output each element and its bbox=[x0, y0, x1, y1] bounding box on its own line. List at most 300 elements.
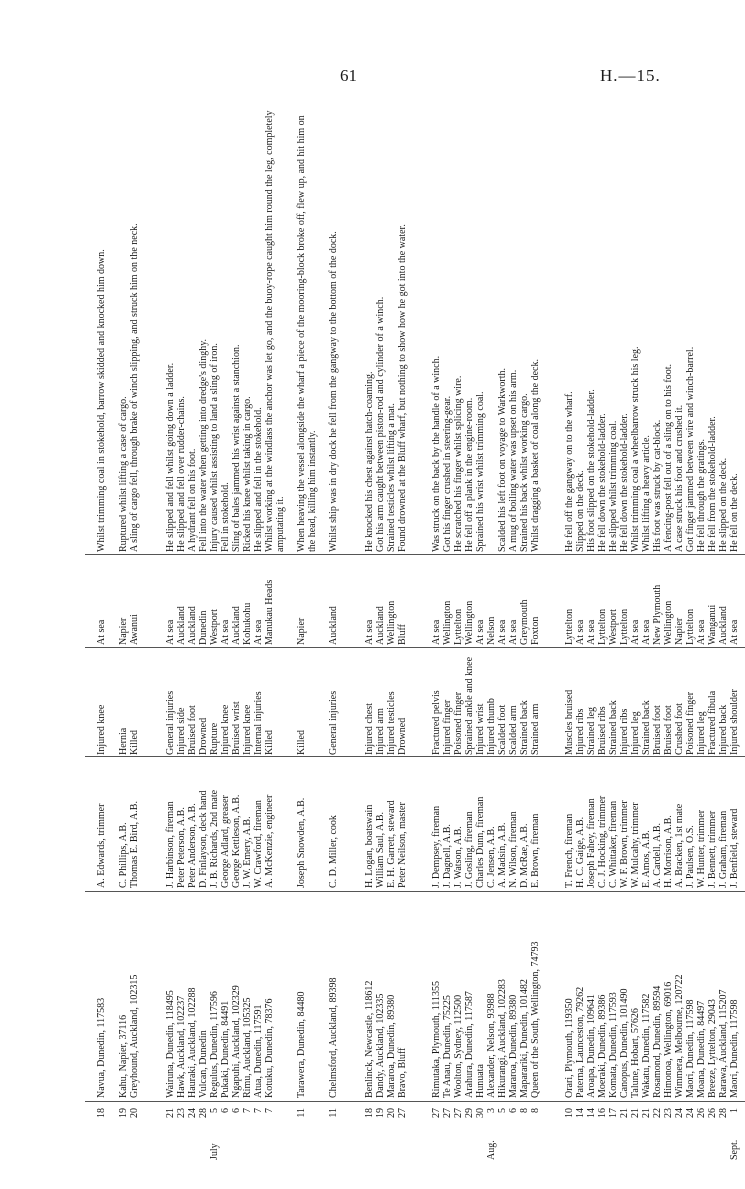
person-cell: C. Jensen, A.B. bbox=[486, 826, 497, 888]
table-row bbox=[707, 100, 718, 1160]
place-cell: Foxton bbox=[530, 616, 541, 645]
person-cell: H. C. Gaige, A.B. bbox=[575, 816, 586, 888]
cause-cell: He fell off a plank in the engine-room. bbox=[464, 397, 475, 552]
injury-cell: Injured knee bbox=[220, 704, 231, 755]
day-cell: 21 bbox=[619, 1108, 630, 1118]
vessel-cell: Hawk, Auckland, 102237 bbox=[176, 995, 187, 1098]
place-cell: Bluff bbox=[397, 624, 408, 645]
person-cell: J. B. Richards, 2nd mate bbox=[209, 789, 220, 888]
person-cell: J. W. Emery, A.B. bbox=[242, 816, 253, 888]
column-rule bbox=[85, 756, 745, 757]
place-cell: At sea bbox=[508, 619, 519, 645]
table-row bbox=[475, 100, 486, 1160]
place-cell: Lyttelton bbox=[619, 608, 630, 645]
cause-cell: He slipped and fell whilst going down a ladder. bbox=[165, 362, 176, 552]
cause-cell: Ricked his knee whilst taking in cargo. bbox=[242, 396, 253, 552]
place-cell: At sea bbox=[364, 619, 375, 645]
vessel-cell: Regulus, Dunedin, 117596 bbox=[209, 991, 220, 1098]
place-cell: Kohukohu bbox=[242, 602, 253, 645]
person-cell: J. Benfield, steward bbox=[729, 808, 740, 888]
cause-cell: Sling of bales jammed his wrist against a stanchion. bbox=[231, 344, 242, 552]
vessel-cell: Talune, Hobart, 57626 bbox=[630, 1008, 641, 1098]
day-cell: 24 bbox=[187, 1108, 198, 1118]
person-cell: W. Hunter, trimmer bbox=[696, 809, 707, 888]
place-cell: Auckland bbox=[375, 606, 386, 645]
day-cell: 21 bbox=[630, 1108, 641, 1118]
vessel-cell: Canopus, Dunedin, 101490 bbox=[619, 988, 630, 1098]
vessel-cell: Tarawera, Dunedin, 84480 bbox=[296, 991, 307, 1098]
page-reference: H.—15. bbox=[600, 66, 661, 85]
injury-cell: Injured knee bbox=[242, 704, 253, 755]
table-row bbox=[397, 100, 408, 1160]
person-cell: A. Edwards, trimmer bbox=[96, 803, 107, 888]
person-cell: C. D. Miller, cook bbox=[328, 815, 339, 888]
injury-cell: Injured side bbox=[176, 707, 187, 755]
injury-cell: Bruised ribs bbox=[597, 706, 608, 755]
place-cell: Dunedin bbox=[198, 610, 209, 645]
vessel-cell: Rarawa, Auckland, 115207 bbox=[718, 989, 729, 1098]
vessel-cell: Dandy, Auckland, 102335 bbox=[375, 993, 386, 1098]
place-cell: Lyttelton bbox=[597, 608, 608, 645]
injury-cell: Injured testicles bbox=[386, 691, 397, 755]
place-cell: Auckland bbox=[718, 606, 729, 645]
cause-cell: His foot slipped on the stokehold-ladder. bbox=[586, 389, 597, 552]
vessel-cell: Ngapuhi, Auckland, 102329 bbox=[231, 985, 242, 1098]
cause-cell: Got his arm caught between piston-rod and cylinder of a winch. bbox=[375, 296, 386, 552]
table-row bbox=[674, 100, 685, 1160]
vessel-cell: Rosamond, Dunedin, 89594 bbox=[652, 985, 663, 1098]
place-cell: Nelson bbox=[486, 616, 497, 645]
table-row bbox=[453, 100, 464, 1160]
cause-cell: He slipped whilst trimming coal. bbox=[608, 420, 619, 552]
place-cell: At sea bbox=[475, 619, 486, 645]
day-cell: 24 bbox=[674, 1108, 685, 1118]
injury-cell: Strained back bbox=[641, 700, 652, 755]
table-row bbox=[619, 100, 630, 1160]
cause-cell: Slipped on the deck. bbox=[575, 470, 586, 552]
cause-cell: He slipped and fell in the stokehold. bbox=[253, 407, 264, 552]
table-row bbox=[375, 100, 386, 1160]
vessel-cell: Maori, Dunedin, 117598 bbox=[685, 999, 696, 1098]
vessel-cell: Wairuna, Dunedin, 118495 bbox=[165, 990, 176, 1098]
table-row bbox=[564, 100, 575, 1160]
cause-cell: He fell down the stokehold-ladder. bbox=[597, 413, 608, 552]
cause-cell: He knocked his chest against hatch-coaming. bbox=[364, 371, 375, 552]
table-row bbox=[508, 100, 519, 1160]
person-cell: Charles Dunn, fireman bbox=[475, 796, 486, 888]
casualty-table bbox=[90, 100, 740, 1160]
person-cell: E. H. Garrett, steward bbox=[386, 800, 397, 888]
month-cell: Aug. bbox=[486, 1140, 497, 1160]
person-cell: H. Logan, boatswain bbox=[364, 804, 375, 888]
table-row bbox=[729, 100, 740, 1160]
day-cell: 21 bbox=[165, 1108, 176, 1118]
place-cell: Lyttelton bbox=[685, 608, 696, 645]
table-row bbox=[530, 100, 541, 1160]
cause-cell: Whilst trimming coal a wheelbarrow struck his leg. bbox=[630, 346, 641, 552]
person-cell: C. Phillips, A.B. bbox=[118, 822, 129, 888]
place-cell: At sea bbox=[96, 619, 107, 645]
vessel-cell: Himonoa, Wellington, 69016 bbox=[663, 981, 674, 1098]
cause-cell: He fell down the stokehold-ladder. bbox=[619, 413, 630, 552]
injury-cell: Scalded arm bbox=[508, 705, 519, 755]
cause-cell: A mug of boiling water was upset on his arm. bbox=[508, 369, 519, 552]
day-cell: 29 bbox=[464, 1108, 475, 1118]
table-row bbox=[118, 100, 129, 1160]
injury-cell: Injured back bbox=[718, 704, 729, 755]
place-cell: Napier bbox=[118, 617, 129, 645]
vessel-cell: Alexander, Nelson, 93988 bbox=[486, 993, 497, 1098]
injury-cell: Fractured fibula bbox=[707, 690, 718, 755]
injury-cell: Poisoned finger bbox=[453, 691, 464, 755]
injury-cell: Strained arm bbox=[530, 703, 541, 755]
day-cell: 11 bbox=[328, 1108, 339, 1118]
cause-cell: A hydrant fell on his foot. bbox=[187, 448, 198, 552]
injury-cell: Injured arm bbox=[375, 708, 386, 755]
table-row bbox=[696, 100, 707, 1160]
table-row bbox=[364, 100, 375, 1160]
person-cell: T. French, fireman bbox=[564, 813, 575, 888]
place-cell: At sea bbox=[431, 619, 442, 645]
injury-cell: Injured leg bbox=[630, 711, 641, 755]
person-cell: A. Cardell, A.B. bbox=[652, 823, 663, 888]
cause-cell: His foot was struck by cat-block. bbox=[652, 419, 663, 552]
day-cell: 26 bbox=[707, 1108, 718, 1118]
place-cell: At sea bbox=[641, 619, 652, 645]
injury-cell: Injured ribs bbox=[575, 708, 586, 755]
day-cell: 30 bbox=[475, 1108, 486, 1118]
injury-cell: Poisoned finger bbox=[685, 691, 696, 755]
injury-cell: Fractured pelvis bbox=[431, 690, 442, 755]
day-cell: 14 bbox=[586, 1108, 597, 1118]
person-cell: Joseph Snowden, A.B. bbox=[296, 797, 307, 888]
person-cell: J. Paulsen, O.S. bbox=[685, 825, 696, 888]
table-row bbox=[264, 100, 286, 1160]
vessel-cell: Bravo, Bluff bbox=[397, 1047, 408, 1098]
table-row bbox=[242, 100, 253, 1160]
cause-cell: Whilst ship was in dry dock he fell from the gangway to the bottom of the dock. bbox=[328, 231, 339, 552]
day-cell: 11 bbox=[296, 1108, 307, 1118]
vessel-cell: Hunuata bbox=[475, 1064, 486, 1098]
table-row bbox=[608, 100, 619, 1160]
vessel-cell: Maparariki, Dunedin, 101482 bbox=[519, 979, 530, 1098]
column-rule bbox=[85, 891, 745, 892]
table-row bbox=[220, 100, 231, 1160]
table-row bbox=[597, 100, 608, 1160]
table-row bbox=[586, 100, 597, 1160]
table-row bbox=[296, 100, 318, 1160]
day-cell: 28 bbox=[718, 1108, 729, 1118]
injury-cell: Injured thumb bbox=[486, 698, 497, 755]
table-row bbox=[431, 100, 442, 1160]
injury-cell: Strained back bbox=[608, 700, 619, 755]
table-row bbox=[129, 100, 140, 1160]
day-cell: 27 bbox=[431, 1108, 442, 1118]
injury-cell: Injured chest bbox=[364, 703, 375, 755]
cause-cell: He fell off the gangway on to the wharf. bbox=[564, 391, 575, 552]
vessel-cell: Arahura, Dunedin, 117587 bbox=[464, 991, 475, 1098]
table-row bbox=[187, 100, 198, 1160]
place-cell: Napier bbox=[296, 617, 307, 645]
injury-cell: Injured shoulder bbox=[729, 689, 740, 755]
vessel-cell: Navua, Dunedin, 117583 bbox=[96, 997, 107, 1098]
person-cell: A. Madsin, A.B. bbox=[497, 822, 508, 888]
person-cell: C. J. Hocking, trimmer bbox=[597, 795, 608, 888]
person-cell: J. Graham, fireman bbox=[718, 810, 729, 888]
table-row bbox=[442, 100, 453, 1160]
vessel-cell: Moana, Dunedin, 84497 bbox=[696, 1000, 707, 1098]
person-cell: J. Watson, A.B. bbox=[453, 826, 464, 888]
place-cell: At sea bbox=[696, 619, 707, 645]
day-cell: 27 bbox=[453, 1108, 464, 1118]
place-cell: At sea bbox=[497, 619, 508, 645]
person-cell: E. Amos, A.B. bbox=[641, 830, 652, 888]
vessel-cell: Atua, Dunedin, 117591 bbox=[253, 1004, 264, 1098]
month-cell: Sept. bbox=[729, 1139, 740, 1160]
table-row bbox=[198, 100, 209, 1160]
day-cell: 27 bbox=[397, 1108, 408, 1118]
place-cell: Auckland bbox=[328, 606, 339, 645]
table-row bbox=[641, 100, 652, 1160]
day-cell: 19 bbox=[375, 1108, 386, 1118]
person-cell: J. Bennett, trimmer bbox=[707, 810, 718, 888]
person-cell: J. Dempsey, fireman bbox=[431, 805, 442, 888]
place-cell: Greymouth bbox=[519, 599, 530, 645]
day-cell: 18 bbox=[364, 1108, 375, 1118]
cause-cell: A sling of cargo fell, through brake of winch slipping, and struck him on the neck. bbox=[129, 223, 140, 552]
injury-cell: Sprained ankle and knee bbox=[464, 656, 475, 755]
vessel-cell: Rimutaka, Plymouth, 111355 bbox=[431, 980, 442, 1098]
day-cell: 7 bbox=[253, 1108, 264, 1113]
place-cell: Lyttelton bbox=[564, 608, 575, 645]
day-cell: 8 bbox=[519, 1108, 530, 1113]
person-cell: Joseph Fahey, fireman bbox=[586, 798, 597, 888]
injury-cell: Bruised foot bbox=[187, 705, 198, 755]
injury-cell: Strained back bbox=[519, 700, 530, 755]
day-cell: 7 bbox=[242, 1108, 253, 1113]
place-cell: Westport bbox=[608, 609, 619, 645]
cause-cell: A case struck his foot and crushed it. bbox=[674, 404, 685, 552]
vessel-cell: Rimu, Auckland, 105325 bbox=[242, 997, 253, 1098]
injury-cell: Crushed foot bbox=[674, 703, 685, 755]
vessel-cell: Queen of the South, Wellington, 74793 bbox=[530, 941, 541, 1098]
day-cell: 22 bbox=[652, 1108, 663, 1118]
place-cell: Napier bbox=[674, 617, 685, 645]
vessel-cell: Wakatu, Dunedin, 117582 bbox=[641, 993, 652, 1098]
person-cell: N. Wilson, fireman bbox=[508, 811, 519, 888]
cause-cell: Scalded his left foot on voyage to Warkworth. bbox=[497, 368, 508, 552]
injury-cell: General injuries bbox=[165, 690, 176, 755]
day-cell: 23 bbox=[176, 1108, 187, 1118]
vessel-cell: Hauraki, Auckland, 102288 bbox=[187, 987, 198, 1098]
day-cell: 18 bbox=[96, 1108, 107, 1118]
day-cell: 20 bbox=[386, 1108, 397, 1118]
injury-cell: Hernia bbox=[118, 727, 129, 755]
place-cell: New Plymouth bbox=[652, 584, 663, 645]
vessel-cell: Kahu, Napier, 37116 bbox=[118, 1014, 129, 1098]
column-rule bbox=[85, 1101, 745, 1102]
table-row bbox=[209, 100, 220, 1160]
place-cell: Wellington bbox=[663, 600, 674, 645]
person-cell: George Adlard, greaser bbox=[220, 795, 231, 888]
day-cell: 16 bbox=[597, 1108, 608, 1118]
place-cell: Wellington bbox=[464, 600, 475, 645]
vessel-cell: Benlinck, Newcastle, 118612 bbox=[364, 980, 375, 1098]
table-row bbox=[253, 100, 264, 1160]
injury-cell: Killed bbox=[129, 730, 140, 755]
day-cell: 10 bbox=[564, 1108, 575, 1118]
injury-cell: Injured ribs bbox=[619, 708, 630, 755]
vessel-cell: Aroapa, Dunedin, 109641 bbox=[586, 994, 597, 1098]
vessel-cell: Te Anau, Dunedin, 75225 bbox=[442, 995, 453, 1098]
table-row bbox=[519, 100, 530, 1160]
place-cell: Manukau Heads bbox=[264, 579, 275, 645]
month-cell: July bbox=[209, 1143, 220, 1160]
day-cell: 28 bbox=[198, 1108, 209, 1118]
person-cell: C. Whittaker, fireman bbox=[608, 800, 619, 888]
table-row bbox=[464, 100, 475, 1160]
cause-cell: Strained testicles whilst lifting a mat. bbox=[386, 403, 397, 552]
place-cell: Auckland bbox=[187, 606, 198, 645]
injury-cell: General injuries bbox=[328, 690, 339, 755]
person-cell: H. Morrison, A.B. bbox=[663, 815, 674, 888]
cause-cell: Whilst trimming coal in stokehold, barrow skidded and knocked him down. bbox=[96, 249, 107, 552]
day-cell: 23 bbox=[663, 1108, 674, 1118]
cause-cell: He fell from the stokehold-ladder. bbox=[707, 416, 718, 552]
place-cell: Auckland bbox=[176, 606, 187, 645]
injury-cell: Killed bbox=[264, 730, 275, 755]
vessel-cell: Chelmsford, Auckland, 89398 bbox=[328, 977, 339, 1098]
vessel-cell: Orari, Plymouth, 119350 bbox=[564, 998, 575, 1098]
vessel-cell: Pukaki, Dunedin, 84491 bbox=[220, 1000, 231, 1098]
injury-cell: Injured leg bbox=[696, 711, 707, 755]
vessel-cell: Mararoa, Dunedin, 89380 bbox=[386, 994, 397, 1098]
cause-cell: Sprained his wrist whilst trimming coal. bbox=[475, 391, 486, 552]
vessel-cell: Moeraki, Dunedin, 89386 bbox=[597, 994, 608, 1098]
place-cell: At sea bbox=[253, 619, 264, 645]
day-cell: 24 bbox=[685, 1108, 696, 1118]
cause-cell: Fell into the water when getting into dredge's dinghy. bbox=[198, 338, 209, 552]
cause-cell: He slipped on the deck. bbox=[718, 457, 729, 552]
table-row bbox=[328, 100, 339, 1160]
injury-cell: Bruised foot bbox=[652, 705, 663, 755]
person-cell: J. Gosling, fireman bbox=[464, 811, 475, 888]
place-cell: At sea bbox=[586, 619, 597, 645]
person-cell: Peter Anderson, A.B. bbox=[187, 803, 198, 888]
place-cell: Wellington bbox=[386, 600, 397, 645]
place-cell: Wanganui bbox=[707, 604, 718, 645]
column-rule bbox=[85, 647, 745, 648]
cause-cell: Whilst working at the windlass the anchor was let go, and the buoy-rope caught him round the leg, completely amputating it. bbox=[264, 110, 286, 552]
vessel-cell: Hikurangi, Auckland, 102283 bbox=[497, 979, 508, 1098]
table-row bbox=[176, 100, 187, 1160]
day-cell: 19 bbox=[118, 1108, 129, 1118]
person-cell: William Saul, A.B. bbox=[375, 812, 386, 888]
cause-cell: He slipped and fell over rudder-chains. bbox=[176, 396, 187, 552]
page-number: 61 bbox=[340, 66, 357, 85]
day-cell: 17 bbox=[608, 1108, 619, 1118]
place-cell: At sea bbox=[575, 619, 586, 645]
day-cell: 3 bbox=[486, 1108, 497, 1113]
vessel-cell: Wimmera, Melbourne, 120722 bbox=[674, 974, 685, 1098]
person-cell: George Kettleson, A.B. bbox=[231, 794, 242, 888]
day-cell: 1 bbox=[729, 1108, 740, 1113]
table-row bbox=[575, 100, 586, 1160]
day-cell: 8 bbox=[530, 1108, 541, 1113]
place-cell: At sea bbox=[630, 619, 641, 645]
table-row bbox=[96, 100, 107, 1160]
injury-cell: Bruised wrist bbox=[231, 701, 242, 755]
place-cell: Awanui bbox=[129, 614, 140, 645]
person-cell: A. McKenzie, engineer bbox=[264, 794, 275, 888]
vessel-cell: Komata, Dunedin, 117593 bbox=[608, 992, 619, 1098]
cause-cell: Whilst dragging a basket of coal along the deck. bbox=[530, 359, 541, 552]
vessel-cell: Mararoa, Dunedin, 89380 bbox=[508, 994, 519, 1098]
day-cell: 20 bbox=[129, 1108, 140, 1118]
table-row bbox=[718, 100, 729, 1160]
injury-cell: Scalded foot bbox=[497, 704, 508, 755]
day-cell: 14 bbox=[575, 1108, 586, 1118]
place-cell: Auckland bbox=[231, 606, 242, 645]
table-row bbox=[231, 100, 242, 1160]
injury-cell: Injured wrist bbox=[475, 703, 486, 755]
injury-cell: Drowned bbox=[198, 717, 209, 755]
column-rule bbox=[85, 554, 745, 555]
day-cell: 6 bbox=[508, 1108, 519, 1113]
day-cell: 6 bbox=[231, 1108, 242, 1113]
cause-cell: Whilst lifting a heavy article. bbox=[641, 435, 652, 552]
place-cell: Wellington bbox=[442, 600, 453, 645]
cause-cell: Got his finger crushed in steering-gear. bbox=[442, 395, 453, 552]
place-cell: Lyttelton bbox=[453, 608, 464, 645]
cause-cell: When heaving the vessel alongside the wharf a piece of the mooring-block broke off, flew up, and hit him on the head, killing him instantly. bbox=[296, 115, 318, 552]
person-cell: D. McRae, A.B. bbox=[519, 823, 530, 888]
vessel-cell: Vulcan, Dunedin bbox=[198, 1030, 209, 1098]
table-row bbox=[486, 100, 497, 1160]
injury-cell: Bruised foot bbox=[663, 705, 674, 755]
table-row bbox=[497, 100, 508, 1160]
day-cell: 21 bbox=[641, 1108, 652, 1118]
table-row bbox=[386, 100, 397, 1160]
person-cell: W. F. Brown, trimmer bbox=[619, 800, 630, 888]
injury-cell: Drowned bbox=[397, 717, 408, 755]
cause-cell: Was struck on the back by the handle of a winch. bbox=[431, 355, 442, 552]
cause-cell: Found drowned at the Bluff wharf, but nothing to show how he got into the water. bbox=[397, 224, 408, 552]
vessel-cell: Breeze, Lyttelton, 29043 bbox=[707, 999, 718, 1098]
cause-cell: Strained his back whilst working cargo. bbox=[519, 393, 530, 552]
injury-cell: Strained leg bbox=[586, 706, 597, 755]
injury-cell: Muscles bruised bbox=[564, 689, 575, 755]
vessel-cell: Paterna, Launceston, 79262 bbox=[575, 986, 586, 1098]
person-cell: Peter Peterson, A.B. bbox=[176, 807, 187, 888]
place-cell: At sea bbox=[220, 619, 231, 645]
person-cell: J. Dagnell, A.B. bbox=[442, 824, 453, 888]
vessel-cell: Woolton, Sydney, 112500 bbox=[453, 994, 464, 1098]
cause-cell: Ruptured whilst lifting a case of cargo. bbox=[118, 396, 129, 552]
person-cell: W. Crawford, fireman bbox=[253, 800, 264, 888]
person-cell: A. Bracken, 1st mate bbox=[674, 803, 685, 888]
injury-cell: Internal injuries bbox=[253, 691, 264, 755]
cause-cell: He fell through the gratings. bbox=[696, 438, 707, 552]
table-row bbox=[685, 100, 696, 1160]
cause-cell: A fencing-post fell out of a sling on to his foot. bbox=[663, 363, 674, 552]
injury-cell: Killed bbox=[296, 730, 307, 755]
injury-cell: Rupture bbox=[209, 722, 220, 755]
cause-cell: Got finger jammed between wire and winch-barrel. bbox=[685, 346, 696, 552]
person-cell: Thomas E. Bird, A.B. bbox=[129, 801, 140, 888]
day-cell: 6 bbox=[220, 1108, 231, 1113]
day-cell: 7 bbox=[264, 1108, 275, 1113]
